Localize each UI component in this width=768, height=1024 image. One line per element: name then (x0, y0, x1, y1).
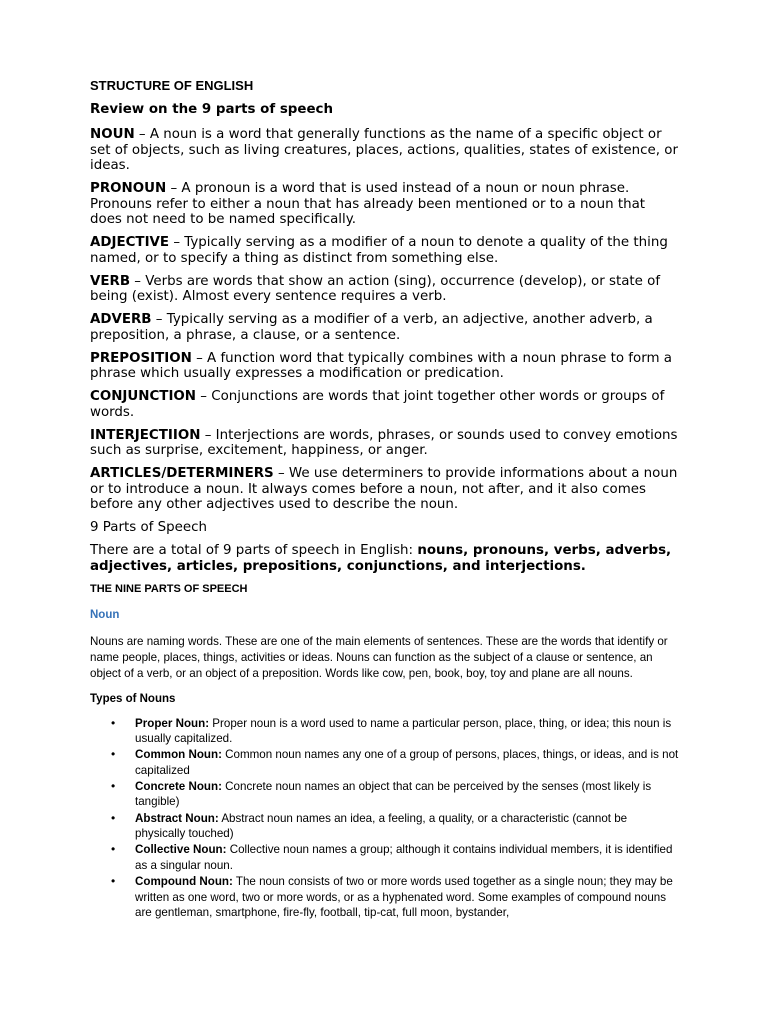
list-item (111, 747, 680, 778)
document-subtitle: Review on the 9 parts of speech (90, 102, 334, 117)
type-label: Proper Noun: (135, 716, 210, 730)
total-parts-sentence (90, 543, 680, 574)
definition-text: – A noun is a word that generally functions as the name of a specific object or set of objects, such as living creatures, places, actions, qualities, states of existence, or ideas. (90, 127, 678, 173)
type-text: Collective noun names a group; although it contains individual members, it is identified as a singular noun. (135, 843, 673, 872)
definition-term: ADVERB (90, 312, 152, 327)
type-text: The noun consists of two or more words used together as a single noun; they may be written as one word, two or more words, or as a hyphenated word. Some examples of compound nouns are gentleman, smartphone, fire-fly, football, tip-cat, full moon, bystander, (135, 874, 673, 920)
definition-text: – Conjunctions are words that joint together other words or groups of words. (90, 389, 665, 420)
definition-text: – Typically serving as a modifier of a verb, an adjective, another adverb, a preposition, a phrase, a clause, or a sentence. (90, 312, 653, 343)
definition-text: – Interjections are words, phrases, or sounds used to convey emotions such as surprise, excitement, happiness, or anger. (90, 427, 678, 458)
noun-heading: Noun (90, 608, 120, 621)
definition-term: PREPOSITION (90, 350, 192, 366)
definition-interjection (90, 428, 680, 459)
definition-term: NOUN (90, 127, 135, 142)
type-label: Common Noun: (135, 748, 222, 762)
type-text: Proper noun is a word used to name a particular person, place, thing, or idea; this noun is usually capitalized. (135, 716, 672, 746)
types-list (90, 716, 680, 921)
total-list: nouns, pronouns, verbs, adverbs, adjectives, articles, prepositions, conjunctions, and interjections. (90, 543, 672, 574)
bullet-icon: • (111, 778, 116, 793)
definition-text: – Verbs are words that show an action (sing), occurrence (develop), or state of being (exist). Almost every sentence requires a verb. (90, 273, 661, 304)
document-page (90, 78, 680, 921)
definition-preposition (90, 351, 680, 382)
nine-parts-label: 9 Parts of Speech (90, 520, 207, 535)
bullet-icon: • (111, 842, 116, 857)
type-label: Concrete Noun: (135, 779, 222, 793)
noun-paragraph: Nouns are naming words. These are one of the main elements of sentences. These are the words that identify or name people, places, things, activities or ideas. Nouns can function as the subject of a clause or sentence, an object of a verb, or an object of a preposition. Words like cow, pen, book, boy, toy and plane are all nouns. (90, 634, 668, 680)
definition-term: CONJUNCTION (90, 389, 197, 404)
type-text: Concrete noun names an object that can be perceived by the senses (most likely is tangible) (135, 779, 652, 809)
type-label: Collective Noun: (135, 843, 227, 857)
bullet-icon: • (111, 747, 116, 762)
definitions-list (90, 127, 680, 513)
list-item (111, 842, 680, 873)
definition-term: VERB (90, 273, 131, 289)
total-intro: There are a total of 9 parts of speech in English: (90, 543, 418, 558)
definition-noun (90, 127, 680, 174)
definition-text: – We use determiners to provide informations about a noun or to introduce a noun. It always comes before a noun, not after, and it also comes before any other adjectives used to describe the noun. (90, 466, 678, 512)
list-item (111, 873, 680, 921)
definition-conjunction (90, 389, 680, 420)
type-label: Abstract Noun: (135, 811, 219, 825)
definition-term: INTERJECTIION (90, 427, 201, 443)
types-heading: Types of Nouns (90, 692, 176, 705)
definition-text: – A function word that typically combines with a noun phrase to form a phrase which usually expresses a modification or predication. (90, 350, 672, 381)
type-text: Common noun names any one of a group of persons, places, things, or ideas, and is not capitalized (135, 748, 679, 777)
list-item (111, 778, 680, 810)
bullet-icon: • (111, 873, 116, 888)
definition-term: PRONOUN (90, 181, 167, 196)
bullet-icon: • (111, 715, 116, 730)
document-title: STRUCTURE OF ENGLISH (90, 78, 254, 93)
definition-text: – Typically serving as a modifier of a noun to denote a quality of the thing named, or to specify a thing as distinct from something else. (90, 235, 668, 266)
definition-adjective (90, 235, 680, 266)
definition-term: ARTICLES/DETERMINERS (90, 466, 274, 481)
list-item (111, 715, 680, 747)
section-heading: THE NINE PARTS OF SPEECH (90, 582, 248, 595)
definition-verb (90, 274, 680, 305)
bullet-icon: • (111, 810, 116, 825)
definition-pronoun (90, 181, 680, 228)
list-item (111, 810, 680, 842)
definition-articles (90, 466, 680, 513)
type-label: Compound Noun: (135, 874, 233, 888)
definition-text: – A pronoun is a word that is used instead of a noun or noun phrase. Pronouns refer to either a noun that has already been mentioned or to a noun that does not need to be named specifically. (90, 181, 646, 227)
definition-term: ADJECTIVE (90, 235, 170, 250)
definition-adverb (90, 312, 680, 343)
type-text: Abstract noun names an idea, a feeling, a quality, or a characteristic (cannot be physically touched) (135, 811, 628, 841)
